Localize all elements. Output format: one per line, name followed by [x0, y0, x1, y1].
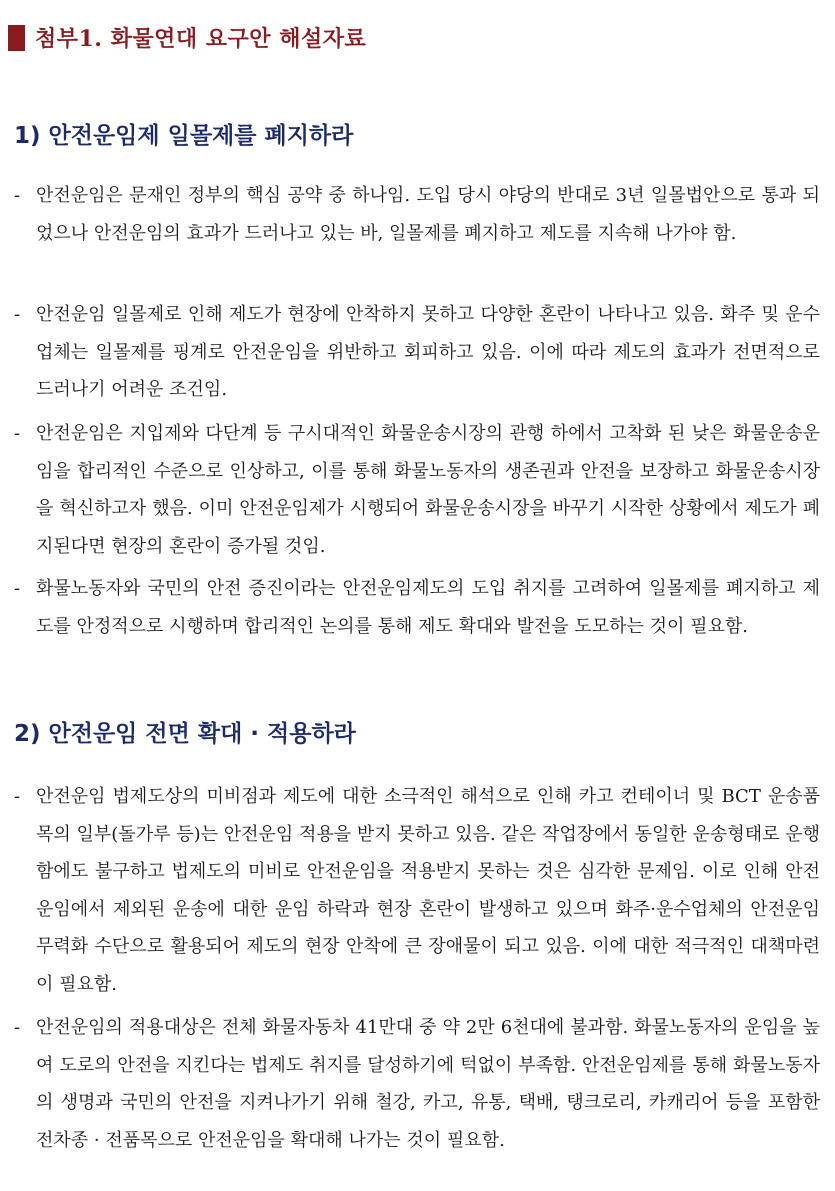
list-item: [14, 296, 820, 409]
bullet-dash: -: [14, 1017, 21, 1038]
paragraph-text: 안전운임의 적용대상은 전체 화물자동차 41만대 중 약 2만 6천대에 불과함. 화물노동자의 운임을 높여 도로의 안전을 지킨다는 법제도 취지를 달성하기에 턱없이 부족함. 안전운임제를 통해 화물노동자의 생명과 국민의 안전을 지켜나가기 위해 철강, 카고, 유통, 택배, 탱크로리, 카캐리어 등을 포함한 전차종 · 전품목으로 안전운임을 확대해 나가는 것이 필요함.: [36, 1017, 820, 1151]
document-title-row: [8, 22, 366, 53]
bullet-dash: -: [14, 786, 21, 807]
bullet-dash: -: [14, 304, 21, 325]
paragraph-text: 화물노동자와 국민의 안전 증진이라는 안전운임제도의 도입 취지를 고려하여 일몰제를 폐지하고 제도를 안정적으로 시행하며 합리적인 논의를 통해 제도 확대와 발전을 도모하는 것이 필요함.: [36, 578, 820, 637]
paragraph-text: 안전운임 법제도상의 미비점과 제도에 대한 소극적인 해석으로 인해 카고 컨테이너 및 BCT 운송품목의 일부(돌가루 등)는 안전운임 적용을 받지 못하고 있음. 같은 작업장에서 동일한 운송형태로 운행함에도 불구하고 법제도의 미비로 안전운임을 적용받지 못하는 것은 심각한 문제임. 이로 인해 안전운임에서 제외된 운송에 대한 운임 하락과 현장 혼란이 발생하고 있으며 화주·운수업체의 안전운임 무력화 수단으로 활용되어 제도의 현장 안착에 큰 장애물이 되고 있음. 이에 대한 적극적인 대책마련이 필요함.: [36, 786, 820, 995]
paragraph-text: 안전운임은 문재인 정부의 핵심 공약 중 하나임. 도입 당시 야당의 반대로 3년 일몰법안으로 통과 되었으나 안전운임의 효과가 드러나고 있는 바, 일몰제를 폐지하고 제도를 지속해 나가야 함.: [36, 185, 820, 244]
bullet-dash: -: [14, 578, 21, 599]
list-item: [14, 570, 820, 645]
list-item: [14, 778, 820, 1003]
document-title: 첨부1. 화물연대 요구안 해설자료: [35, 26, 367, 52]
section-heading-2: 2) 안전운임 전면 확대 · 적용하라: [14, 721, 356, 747]
paragraph-text: 안전운임 일몰제로 인해 제도가 현장에 안착하지 못하고 다양한 혼란이 나타나고 있음. 화주 및 운수업체는 일몰제를 핑계로 안전운임을 위반하고 회피하고 있음. 이에 따라 제도의 효과가 전면적으로 드러나기 어려운 조건임.: [36, 304, 820, 400]
section-heading-1: 1) 안전운임제 일몰제를 폐지하라: [14, 123, 354, 149]
list-item: [14, 1009, 820, 1159]
list-item: [14, 177, 820, 252]
bullet-dash: -: [14, 423, 21, 444]
title-marker: [8, 25, 25, 51]
bullet-dash: -: [14, 185, 21, 206]
list-item: [14, 415, 820, 565]
paragraph-text: 안전운임은 지입제와 다단계 등 구시대적인 화물운송시장의 관행 하에서 고착화 된 낮은 화물운송운임을 합리적인 수준으로 인상하고, 이를 통해 화물노동자의 생존권과 안전을 보장하고 화물운송시장을 혁신하고자 했음. 이미 안전운임제가 시행되어 화물운송시장을 바꾸기 시작한 상황에서 제도가 폐지된다면 현장의 혼란이 증가될 것임.: [36, 423, 820, 557]
